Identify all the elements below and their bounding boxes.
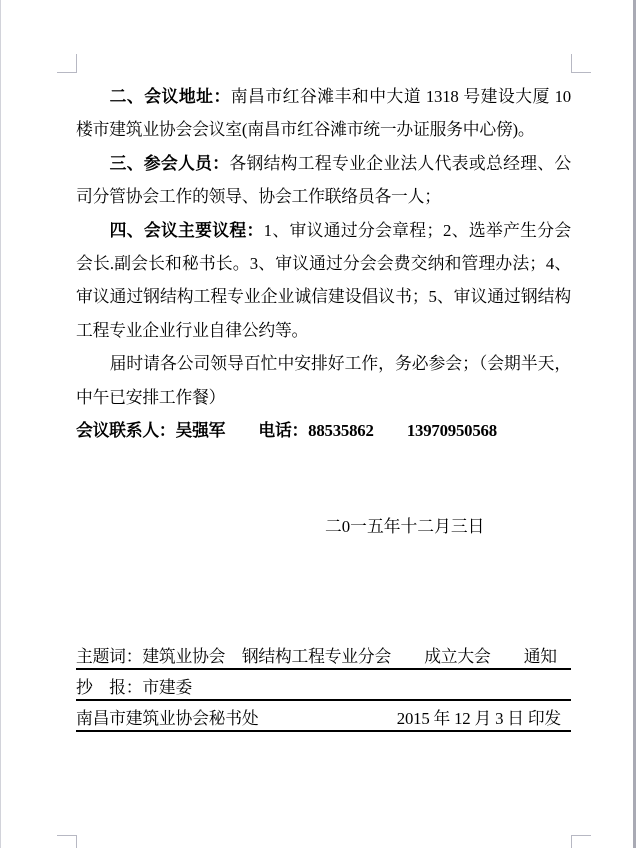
footer-row-copy-to <box>76 670 571 701</box>
para-agenda <box>76 214 571 348</box>
text-line <box>76 414 571 447</box>
text-boundary-mark-top-right <box>571 54 591 73</box>
date-line: 二0一五年十二月三日 <box>325 517 485 537</box>
footer-issuer-text: 南昌市建筑业协会秘书处 <box>76 708 259 728</box>
footer-block <box>76 639 571 732</box>
footer-row-keywords <box>76 639 571 670</box>
footer-keywords-text: 主题词：建筑业协会 钢结构工程专业分会 成立大会 通知 <box>76 646 557 666</box>
text-line <box>76 280 571 313</box>
text-line <box>76 247 571 280</box>
bold-text-segment: 三、参会人员： <box>109 153 230 173</box>
text-segment: 中午已安排工作餐） <box>76 387 226 407</box>
text-line <box>76 314 571 347</box>
text-segment: 司分管协会工作的领导、协会工作联络员各一人； <box>76 187 441 207</box>
bold-text-segment: 会议联系人：吴强军 电话：88535862 13970950568 <box>76 421 497 441</box>
text-segment: 届时请各公司领导百忙中安排好工作，务必参会；（会期半天， <box>109 354 571 374</box>
text-boundary-mark-top-left <box>57 54 77 73</box>
text-segment: 会长.副会长和秘书长。3、审议通过分会会费交纳和管理办法；4、 <box>76 254 571 274</box>
text-segment: 楼市建筑业协会会议室(南昌市红谷滩市统一办证服务中心傍)。 <box>76 120 535 140</box>
footer-row-issuer <box>76 701 571 732</box>
text-line <box>76 381 571 414</box>
para-contact <box>76 414 571 447</box>
text-line <box>76 347 571 380</box>
para-meeting-address <box>76 80 571 147</box>
text-segment: 工程专业企业行业自律公约等。 <box>76 320 309 340</box>
text-line <box>76 147 571 180</box>
text-boundary-mark-bottom-right <box>571 835 591 848</box>
text-line <box>76 180 571 213</box>
text-line <box>76 113 571 146</box>
text-column <box>76 80 571 732</box>
text-boundary-mark-bottom-left <box>57 835 77 848</box>
page-left-edge <box>0 0 1 848</box>
bold-text-segment: 二、会议地址： <box>109 87 231 106</box>
bold-text-segment: 四、会议主要议程： <box>109 220 264 240</box>
text-line <box>76 80 571 113</box>
page-right-edge <box>633 0 636 848</box>
text-segment: 1、审议通过分会章程；2、选举产生分会 <box>263 220 571 240</box>
para-attendees <box>76 147 571 214</box>
text-segment: 审议通过钢结构工程专业企业诚信建设倡议书；5、审议通过钢结构 <box>76 287 571 307</box>
para-attendance-note <box>76 347 571 414</box>
footer-copy-to-text: 抄 报：市建委 <box>76 677 193 697</box>
text-segment: 南昌市红谷滩丰和中大道 1318 号建设大厦 10 <box>230 87 571 106</box>
text-segment: 各钢结构工程专业企业法人代表或总经理、公 <box>229 153 571 173</box>
footer-issue-date-text: 2015 年 12 月 3 日 印发 <box>396 708 561 728</box>
text-line <box>76 214 571 247</box>
